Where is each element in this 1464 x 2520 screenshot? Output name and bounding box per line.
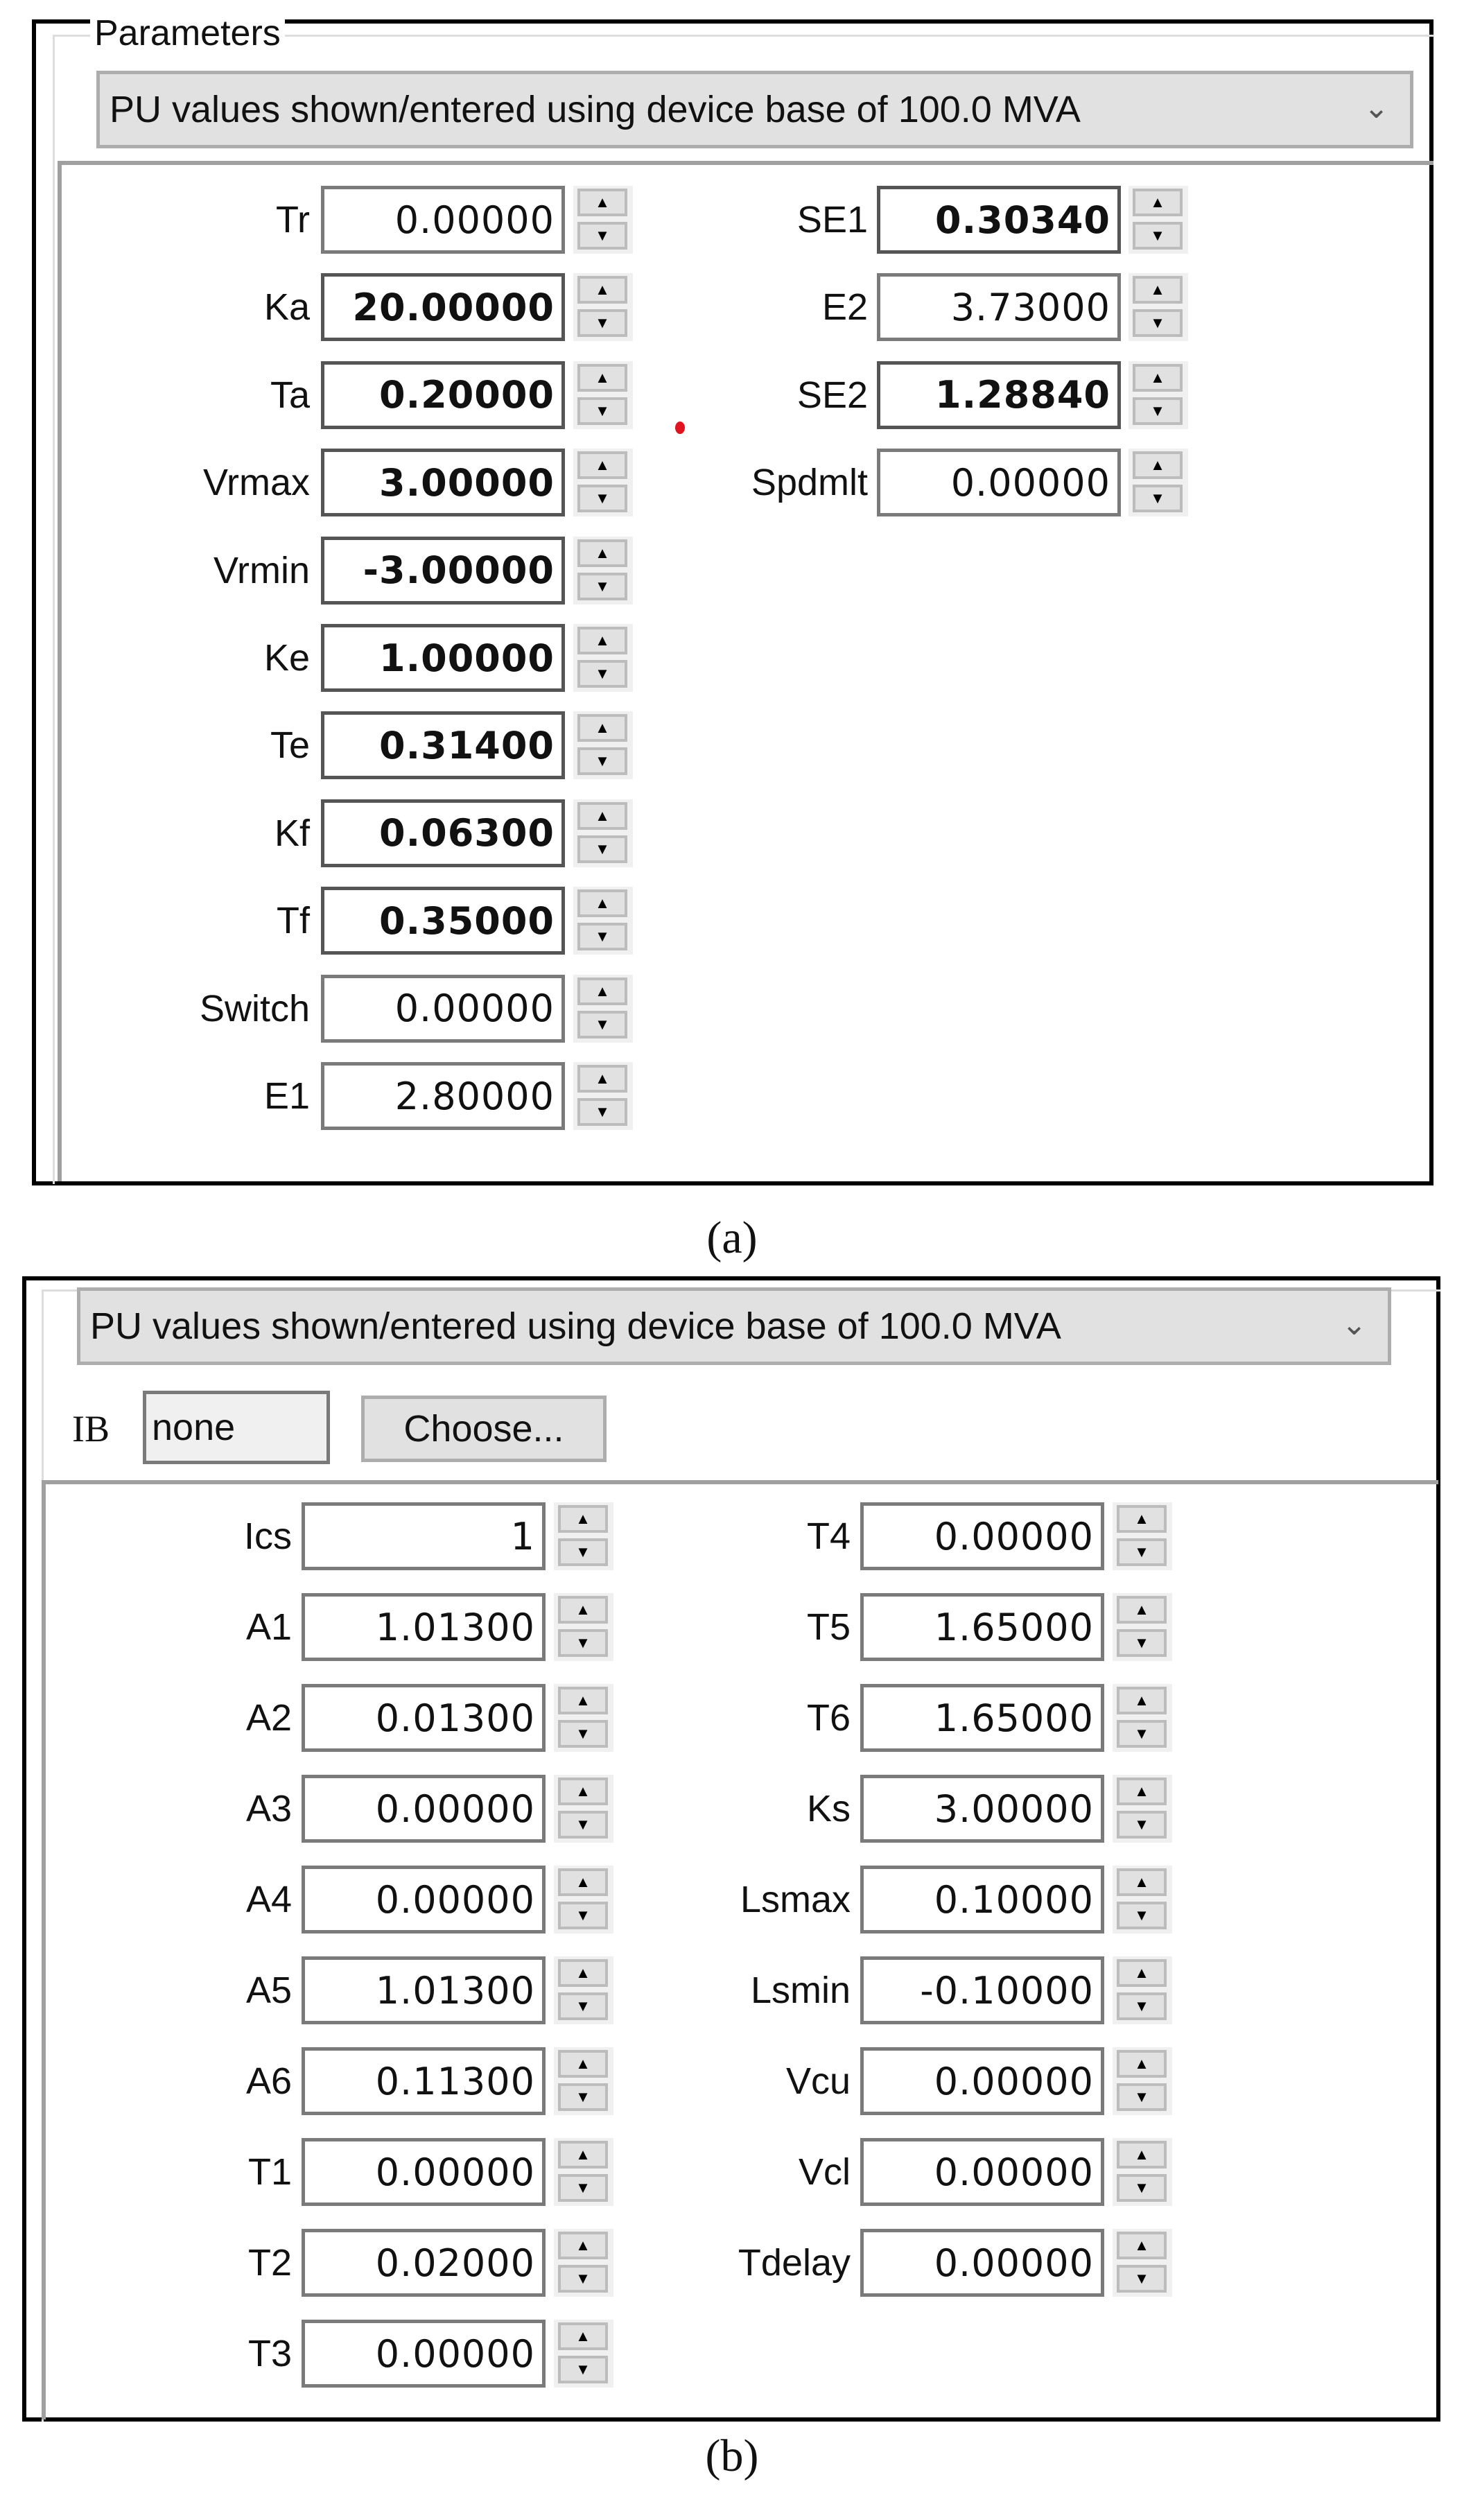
triangle-up-icon[interactable]: ▲	[1133, 364, 1183, 392]
param-label-vcu: Vcu	[785, 2060, 851, 2102]
triangle-down-icon[interactable]: ▼	[558, 1992, 608, 2020]
param-label-tr: Tr	[276, 199, 310, 241]
param-input-t4[interactable]: 0.00000	[860, 1502, 1104, 1570]
param-label-switch: Switch	[199, 987, 310, 1029]
triangle-down-icon[interactable]: ▼	[577, 485, 627, 512]
param-row-ke	[0, 623, 1464, 693]
param-label-t4: T4	[806, 1515, 851, 1557]
base-dropdown-a[interactable]	[96, 71, 1413, 148]
triangle-up-icon[interactable]: ▲	[558, 1687, 608, 1714]
param-label-e1: E1	[263, 1075, 310, 1117]
param-spinner-switch[interactable]	[573, 975, 633, 1043]
param-spinner-te[interactable]	[573, 711, 633, 779]
triangle-down-icon[interactable]: ▼	[1133, 222, 1183, 250]
param-label-se2: SE2	[796, 374, 868, 416]
param-label-t3: T3	[247, 2333, 292, 2374]
param-input-vcl[interactable]: 0.00000	[860, 2138, 1104, 2206]
param-row-switch	[0, 974, 1464, 1043]
triangle-up-icon[interactable]: ▲	[558, 2232, 608, 2259]
caption-b: (b)	[705, 2431, 759, 2481]
param-input-t5[interactable]: 1.65000	[860, 1593, 1104, 1661]
param-input-a3[interactable]: 0.00000	[302, 1775, 546, 1843]
param-spinner-lsmin[interactable]	[1113, 1956, 1172, 2024]
param-input-ka[interactable]: 20.00000	[321, 273, 565, 341]
param-label-ke: Ke	[263, 637, 310, 679]
triangle-down-icon[interactable]: ▼	[558, 1720, 608, 1748]
param-row-e2	[0, 272, 1464, 342]
triangle-up-icon[interactable]: ▲	[558, 1596, 608, 1624]
param-row-ks	[0, 1774, 1464, 1843]
triangle-down-icon[interactable]: ▼	[558, 1811, 608, 1839]
param-label-tf: Tf	[277, 900, 310, 942]
base-dropdown-b-value: PU values shown/entered using device base of 100.0 MVA	[90, 1305, 1061, 1347]
param-input-vrmax[interactable]: 3.00000	[321, 449, 565, 516]
param-row-se2	[0, 360, 1464, 430]
chevron-down-icon: ⌄	[1341, 1307, 1367, 1341]
triangle-down-icon[interactable]: ▼	[1117, 1902, 1167, 1929]
triangle-up-icon[interactable]: ▲	[577, 276, 627, 304]
triangle-up-icon[interactable]: ▲	[1117, 2232, 1167, 2259]
triangle-down-icon[interactable]: ▼	[1117, 1629, 1167, 1657]
param-input-vcu[interactable]: 0.00000	[860, 2047, 1104, 2115]
param-label-te: Te	[270, 724, 310, 767]
param-row-kf	[0, 799, 1464, 868]
triangle-down-icon[interactable]: ▼	[577, 573, 627, 600]
triangle-up-icon[interactable]: ▲	[558, 1868, 608, 1896]
param-input-a1[interactable]: 1.01300	[302, 1593, 546, 1661]
param-label-a2: A2	[245, 1697, 292, 1739]
triangle-down-icon[interactable]: ▼	[577, 309, 627, 337]
triangle-up-icon[interactable]: ▲	[1117, 1687, 1167, 1714]
triangle-down-icon[interactable]: ▼	[577, 660, 627, 688]
triangle-up-icon[interactable]: ▲	[1117, 1596, 1167, 1624]
param-row-e1	[0, 1061, 1464, 1131]
param-input-a5[interactable]: 1.01300	[302, 1956, 546, 2024]
param-label-t6: T6	[806, 1697, 851, 1739]
triangle-down-icon[interactable]: ▼	[1117, 1720, 1167, 1748]
param-row-lsmax	[0, 1865, 1464, 1934]
param-row-tdelay	[0, 2228, 1464, 2297]
triangle-down-icon[interactable]: ▼	[1117, 2083, 1167, 2111]
param-spinner-t4[interactable]	[1113, 1502, 1172, 1570]
triangle-up-icon[interactable]: ▲	[1117, 2050, 1167, 2078]
triangle-up-icon[interactable]: ▲	[577, 802, 627, 830]
param-label-t1: T1	[247, 2151, 292, 2193]
param-row-t6	[0, 1683, 1464, 1753]
param-input-se1[interactable]: 0.30340	[877, 186, 1121, 254]
param-spinner-se2[interactable]	[1128, 361, 1188, 429]
param-label-ka: Ka	[263, 286, 310, 329]
param-spinner-e1[interactable]	[573, 1062, 633, 1130]
param-row-t4	[0, 1502, 1464, 1571]
param-spinner-e2[interactable]	[1128, 273, 1188, 341]
param-spinner-spdmlt[interactable]	[1128, 449, 1188, 516]
triangle-up-icon[interactable]: ▲	[1117, 1868, 1167, 1896]
param-input-a4[interactable]: 0.00000	[302, 1866, 546, 1934]
param-spinner-vcu[interactable]	[1113, 2047, 1172, 2115]
param-input-lsmax[interactable]: 0.10000	[860, 1866, 1104, 1934]
param-row-spdmlt	[0, 448, 1464, 517]
param-label-vrmax: Vrmax	[202, 462, 310, 504]
param-label-vcl: Vcl	[798, 2151, 851, 2193]
triangle-up-icon[interactable]: ▲	[577, 451, 627, 479]
caption-a: (a)	[706, 1213, 758, 1263]
param-label-tdelay: Tdelay	[738, 2242, 851, 2284]
param-input-ke[interactable]: 1.00000	[321, 624, 565, 692]
param-spinner-t5[interactable]	[1113, 1593, 1172, 1661]
param-input-switch[interactable]: 0.00000	[321, 975, 565, 1043]
param-row-t3	[0, 2319, 1464, 2388]
param-input-t1[interactable]: 0.00000	[302, 2138, 546, 2206]
triangle-down-icon[interactable]: ▼	[558, 2083, 608, 2111]
param-input-a2[interactable]: 0.01300	[302, 1684, 546, 1752]
chevron-down-icon: ⌄	[1363, 90, 1389, 125]
param-spinner-vcl[interactable]	[1113, 2138, 1172, 2206]
triangle-down-icon[interactable]: ▼	[558, 1902, 608, 1929]
triangle-down-icon[interactable]: ▼	[558, 1629, 608, 1657]
param-input-tf[interactable]: 0.35000	[321, 887, 565, 955]
triangle-down-icon[interactable]: ▼	[1133, 397, 1183, 425]
triangle-down-icon[interactable]: ▼	[1117, 1538, 1167, 1566]
param-input-e1[interactable]: 2.80000	[321, 1062, 565, 1130]
ib-input[interactable]: none	[143, 1391, 330, 1464]
triangle-up-icon[interactable]: ▲	[1133, 276, 1183, 304]
triangle-up-icon[interactable]: ▲	[577, 539, 627, 567]
triangle-up-icon[interactable]: ▲	[558, 2322, 608, 2350]
triangle-down-icon[interactable]: ▼	[1133, 309, 1183, 337]
triangle-down-icon[interactable]: ▼	[577, 397, 627, 425]
triangle-up-icon[interactable]: ▲	[577, 189, 627, 216]
param-label-t2: T2	[247, 2242, 292, 2284]
param-label-a5: A5	[245, 1970, 292, 2011]
param-input-spdmlt[interactable]: 0.00000	[877, 449, 1121, 516]
triangle-up-icon[interactable]: ▲	[577, 889, 627, 917]
triangle-down-icon[interactable]: ▼	[577, 1011, 627, 1039]
param-input-se2[interactable]: 1.28840	[877, 361, 1121, 429]
param-input-ks[interactable]: 3.00000	[860, 1775, 1104, 1843]
param-spinner-ke[interactable]	[573, 624, 633, 692]
param-label-vrmin: Vrmin	[213, 549, 310, 591]
triangle-up-icon[interactable]: ▲	[1117, 1778, 1167, 1805]
parameters-group-title: Parameters	[90, 12, 285, 54]
triangle-down-icon[interactable]: ▼	[1117, 2265, 1167, 2293]
triangle-down-icon[interactable]: ▼	[577, 923, 627, 950]
param-label-ics: Ics	[243, 1515, 292, 1557]
param-label-ta: Ta	[270, 374, 310, 416]
triangle-up-icon[interactable]: ▲	[558, 1778, 608, 1805]
triangle-down-icon[interactable]: ▼	[558, 1538, 608, 1566]
param-label-lsmax: Lsmax	[740, 1879, 851, 1920]
param-spinner-vrmin[interactable]	[573, 537, 633, 605]
param-label-a3: A3	[245, 1788, 292, 1830]
param-input-lsmin[interactable]: -0.10000	[860, 1956, 1104, 2024]
param-input-vrmin[interactable]: -3.00000	[321, 537, 565, 605]
triangle-down-icon[interactable]: ▼	[1117, 2174, 1167, 2202]
triangle-up-icon[interactable]: ▲	[1117, 1505, 1167, 1533]
param-label-a1: A1	[245, 1606, 292, 1648]
triangle-down-icon[interactable]: ▼	[558, 2265, 608, 2293]
base-dropdown-b[interactable]	[77, 1287, 1391, 1365]
param-label-se1: SE1	[796, 199, 868, 241]
triangle-down-icon[interactable]: ▼	[577, 222, 627, 250]
param-spinner-lsmax[interactable]	[1113, 1866, 1172, 1934]
param-row-vcl	[0, 2137, 1464, 2207]
param-label-kf: Kf	[274, 812, 310, 854]
triangle-down-icon[interactable]: ▼	[577, 1098, 627, 1126]
param-input-a6[interactable]: 0.11300	[302, 2047, 546, 2115]
triangle-up-icon[interactable]: ▲	[1133, 189, 1183, 216]
triangle-down-icon[interactable]: ▼	[558, 2356, 608, 2383]
triangle-up-icon[interactable]: ▲	[558, 1959, 608, 1987]
param-input-kf[interactable]: 0.06300	[321, 799, 565, 867]
param-label-a4: A4	[245, 1879, 292, 1920]
param-input-ta[interactable]: 0.20000	[321, 361, 565, 429]
base-dropdown-a-value: PU values shown/entered using device base of 100.0 MVA	[110, 89, 1081, 130]
param-row-tf	[0, 886, 1464, 955]
triangle-up-icon[interactable]: ▲	[1117, 1959, 1167, 1987]
param-row-t5	[0, 1592, 1464, 1662]
triangle-down-icon[interactable]: ▼	[577, 747, 627, 775]
param-spinner-tdelay[interactable]	[1113, 2229, 1172, 2297]
param-input-ics[interactable]: 1	[302, 1502, 546, 1570]
param-spinner-t3[interactable]	[554, 2320, 613, 2388]
param-input-t3[interactable]: 0.00000	[302, 2320, 546, 2388]
param-row-se1	[0, 185, 1464, 254]
param-input-t2[interactable]: 0.02000	[302, 2229, 546, 2297]
triangle-up-icon[interactable]: ▲	[558, 2050, 608, 2078]
triangle-up-icon[interactable]: ▲	[577, 364, 627, 392]
triangle-down-icon[interactable]: ▼	[558, 2174, 608, 2202]
param-input-e2[interactable]: 3.73000	[877, 273, 1121, 341]
param-spinner-kf[interactable]	[573, 799, 633, 867]
triangle-up-icon[interactable]: ▲	[558, 2141, 608, 2169]
triangle-up-icon[interactable]: ▲	[577, 627, 627, 654]
param-spinner-ks[interactable]	[1113, 1775, 1172, 1843]
param-input-t6[interactable]: 1.65000	[860, 1684, 1104, 1752]
param-input-tdelay[interactable]: 0.00000	[860, 2229, 1104, 2297]
param-label-t5: T5	[806, 1606, 851, 1648]
param-row-vrmin	[0, 536, 1464, 605]
ib-label: IB	[72, 1408, 110, 1450]
param-input-tr[interactable]: 0.00000	[321, 186, 565, 254]
param-label-lsmin: Lsmin	[750, 1970, 851, 2011]
triangle-up-icon[interactable]: ▲	[577, 714, 627, 742]
triangle-up-icon[interactable]: ▲	[1133, 451, 1183, 479]
param-spinner-t6[interactable]	[1113, 1684, 1172, 1752]
param-row-te	[0, 711, 1464, 780]
param-label-ks: Ks	[806, 1788, 851, 1830]
red-marker-dot	[675, 422, 685, 434]
triangle-down-icon[interactable]: ▼	[1117, 1811, 1167, 1839]
triangle-up-icon[interactable]: ▲	[577, 977, 627, 1005]
choose-button[interactable]: Choose...	[361, 1396, 607, 1462]
param-label-spdmlt: Spdmlt	[751, 462, 868, 504]
triangle-down-icon[interactable]: ▼	[1117, 1992, 1167, 2020]
param-row-lsmin	[0, 1956, 1464, 2025]
triangle-down-icon[interactable]: ▼	[577, 835, 627, 863]
triangle-up-icon[interactable]: ▲	[1117, 2141, 1167, 2169]
param-spinner-tf[interactable]	[573, 887, 633, 955]
triangle-down-icon[interactable]: ▼	[1133, 485, 1183, 512]
triangle-up-icon[interactable]: ▲	[558, 1505, 608, 1533]
param-input-te[interactable]: 0.31400	[321, 711, 565, 779]
param-row-vcu	[0, 2047, 1464, 2116]
triangle-up-icon[interactable]: ▲	[577, 1065, 627, 1093]
param-label-a6: A6	[245, 2060, 292, 2102]
param-label-e2: E2	[821, 286, 868, 329]
param-spinner-se1[interactable]	[1128, 186, 1188, 254]
